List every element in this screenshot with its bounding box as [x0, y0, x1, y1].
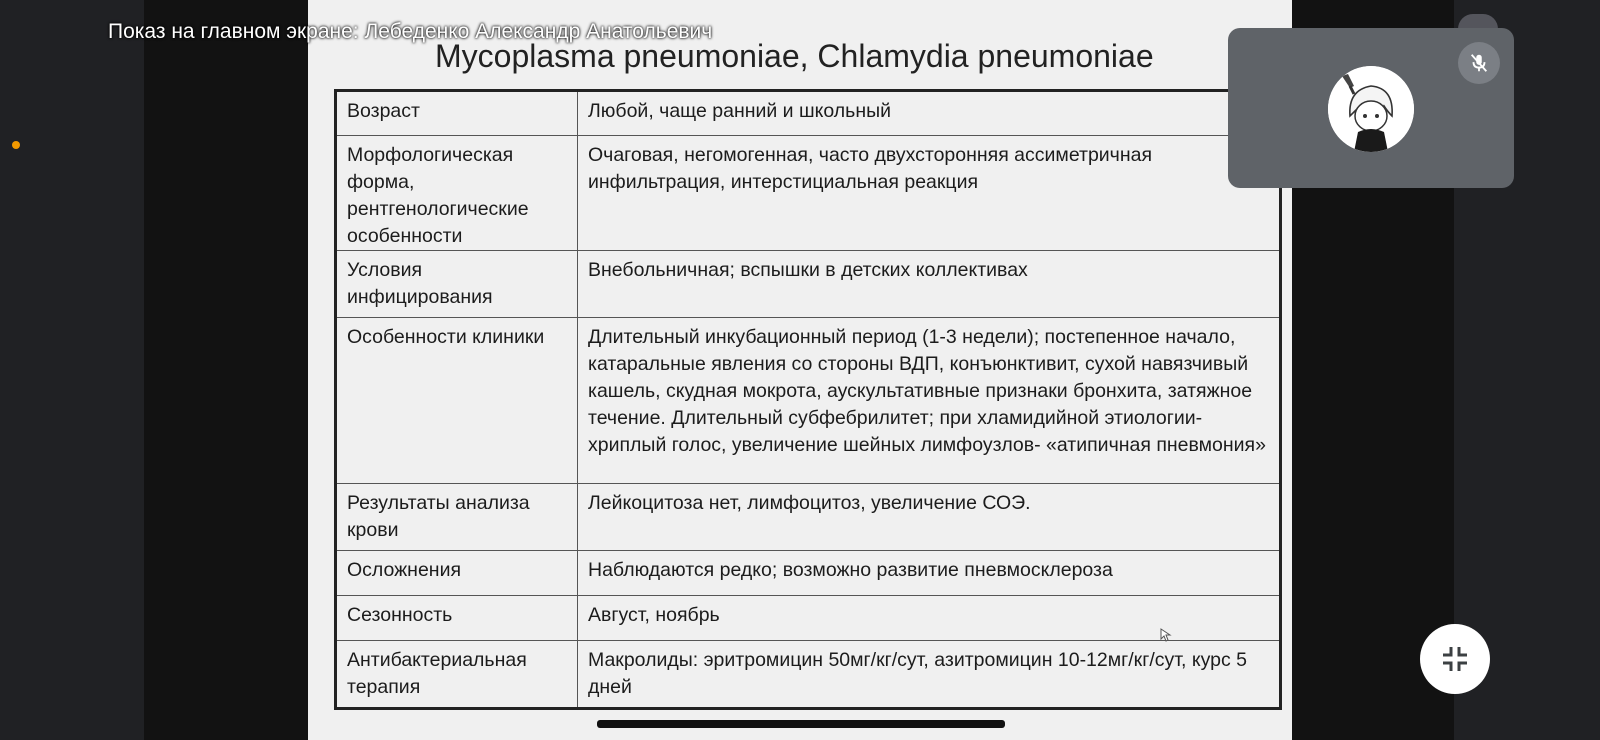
row-value: Любой, чаще ранний и школьный: [578, 91, 1281, 136]
row-value: Макролиды: эритромицин 50мг/кг/сут, азитромицин 10-12мг/кг/сут, курс 5 дней: [578, 641, 1281, 709]
row-key: Антибактериальная терапия: [336, 641, 578, 709]
avatar-illustration: [1328, 66, 1414, 152]
row-value: Длительный инкубационный период (1-3 недели); постепенное начало, катаральные явления со стороны ВДП, конъюнктивит, сухой навязчивый кашель, скудная мокрота, аускультативные признаки бронхита, затяжное течение. Длительный субфебрилитет; при хламидийной этиологии- хриплый голос, увеличение шейных лимфоузлов- «атипичная пневмония»: [578, 318, 1281, 484]
exit-fullscreen-button[interactable]: [1420, 624, 1490, 694]
presenter-label: Показ на главном экране: Лебеденко Александр Анатольевич: [108, 20, 713, 43]
row-key: Возраст: [336, 91, 578, 136]
row-value: Лейкоцитоза нет, лимфоцитоз, увеличение СОЭ.: [578, 484, 1281, 551]
row-value: Наблюдаются редко; возможно развитие пневмосклероза: [578, 551, 1281, 596]
row-key: Сезонность: [336, 596, 578, 641]
exit-fullscreen-icon: [1441, 645, 1469, 673]
row-value: Очаговая, негомогенная, часто двухсторонняя ассиметричная инфильтрация, интерстициальная реакция: [578, 136, 1281, 251]
mic-off-glyph: [1468, 52, 1490, 74]
shared-slide: [308, 0, 1292, 740]
slide-table: [334, 89, 1282, 710]
table-row: [336, 641, 1281, 709]
table-row: [336, 484, 1281, 551]
mouse-cursor-icon: [1160, 628, 1172, 642]
letterbox-left: [144, 0, 308, 740]
self-view-tile[interactable]: [1228, 28, 1514, 188]
table-row: [336, 136, 1281, 251]
row-key: Условия инфицирования: [336, 251, 578, 318]
row-value: Август, ноябрь: [578, 596, 1281, 641]
row-key: Осложнения: [336, 551, 578, 596]
status-dot: [12, 141, 20, 149]
bottom-bar: [597, 720, 1005, 728]
left-panel: [0, 0, 144, 740]
mic-off-icon[interactable]: [1458, 42, 1500, 84]
table-row: [336, 91, 1281, 136]
table-row: [336, 318, 1281, 484]
table-row: [336, 596, 1281, 641]
row-key: Результаты анализа крови: [336, 484, 578, 551]
avatar: [1328, 66, 1414, 152]
row-value: Внебольничная; вспышки в детских коллективах: [578, 251, 1281, 318]
row-key: Морфологическая форма, рентгенологические особенности: [336, 136, 578, 251]
row-key: Особенности клиники: [336, 318, 578, 484]
table-row: [336, 551, 1281, 596]
table-row: [336, 251, 1281, 318]
slide-title: Mycoplasma pneumoniae, Chlamydia pneumoniae: [435, 38, 1154, 74]
